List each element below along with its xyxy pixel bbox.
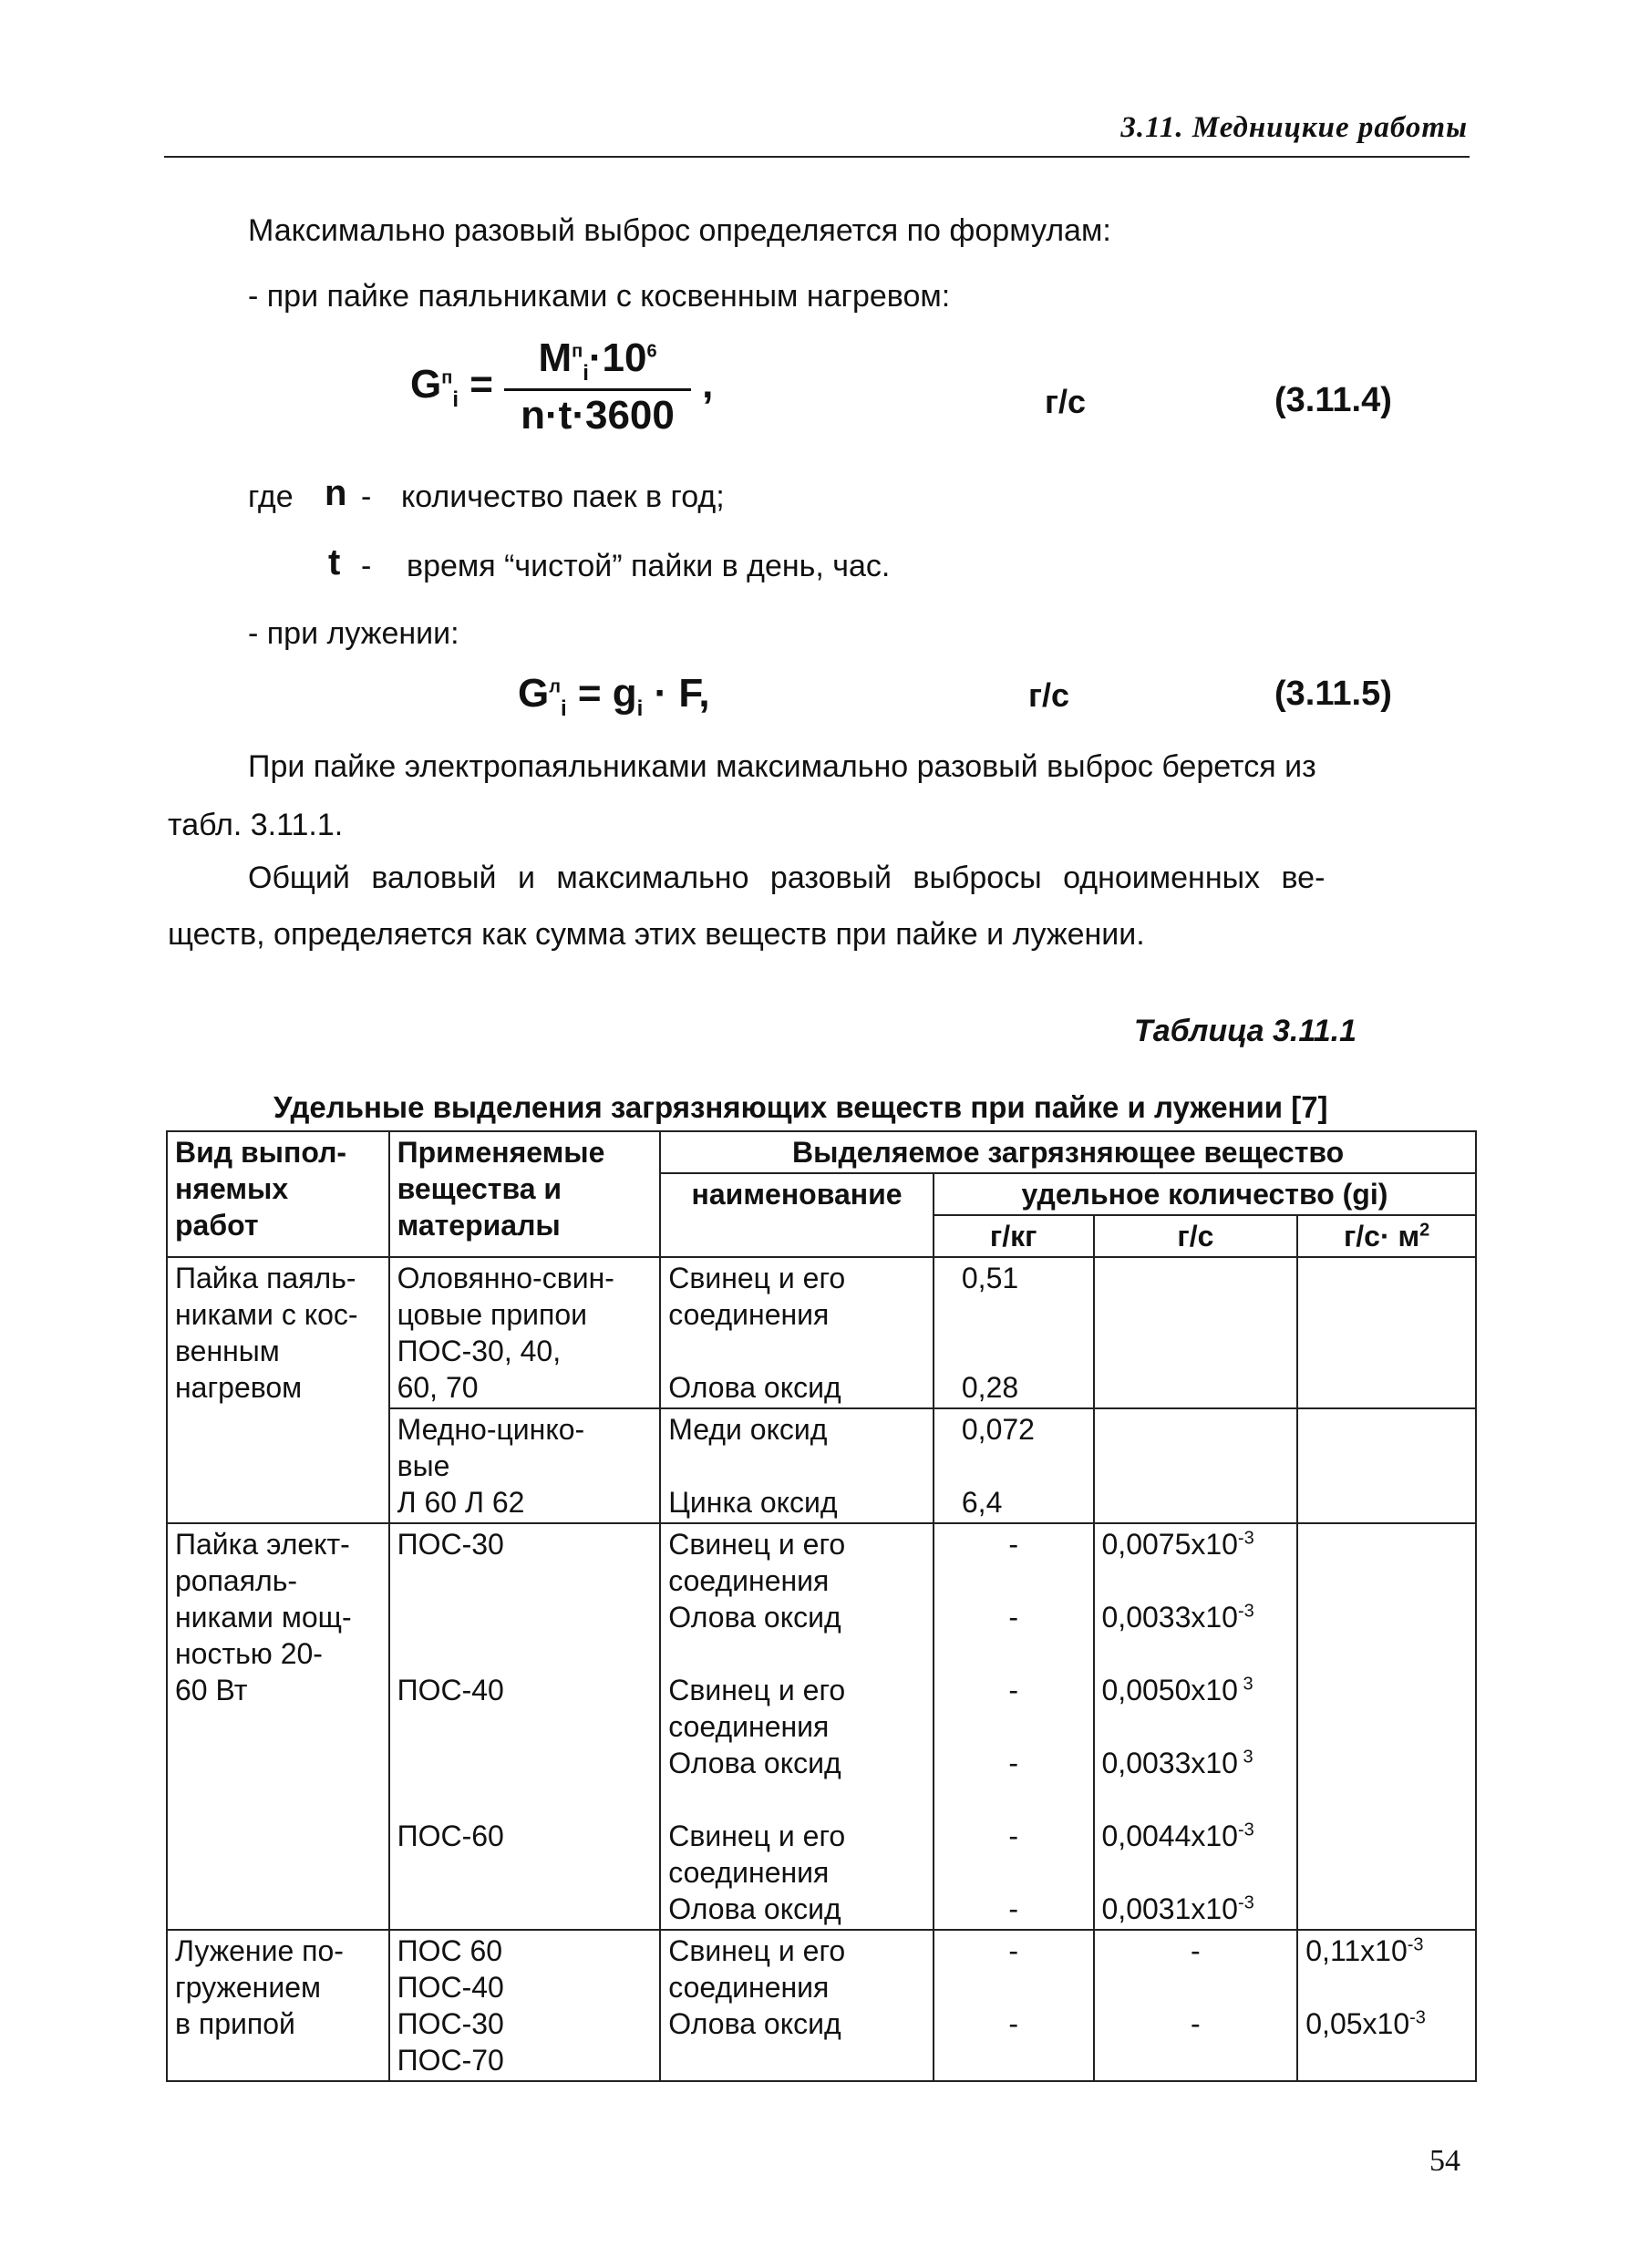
row-tinning-names: Свинец и его соединения Олова оксид: [660, 1930, 934, 2081]
formula1-numerator: $M^п_i\cdot 10^6$: [504, 335, 691, 391]
row-indirect-gkg-2: 0,072 6,4: [934, 1408, 1094, 1523]
where-t-symbol: t: [328, 542, 341, 582]
formula1-lhs: $G^п_i$: [410, 362, 459, 412]
paragraph-indirect-heating: - при пайке паяльниками с косвенным нагревом:: [248, 279, 951, 314]
row-electric-work: Пайка элект- ропаяль- никами мощ- ностью 20- 60 Вт: [167, 1523, 389, 1930]
header-work-type: Вид выпол- няемых работ: [167, 1131, 389, 1257]
row-electric-gsm2: [1297, 1523, 1476, 1930]
paragraph-electro-2: табл. 3.11.1.: [168, 808, 344, 842]
formula2-number: (3.11.5): [1274, 675, 1392, 713]
row-indirect-materials-2: Медно-цинко- вые Л 60 Л 62: [389, 1408, 661, 1523]
row-indirect-materials-1: Оловянно-свин- цовые припои ПОС-30, 40, 60, 70: [389, 1257, 661, 1408]
table-caption: Удельные выделения загрязняющих веществ при пайке и лужении [7]: [273, 1090, 1328, 1124]
header-specific-amount: удельное количество (gi): [934, 1173, 1476, 1215]
row-tinning-work: Лужение по- гружением в припой: [167, 1930, 389, 2081]
header-g-per-kg: г/кг: [934, 1215, 1094, 1257]
row-tinning-gkg: - -: [934, 1930, 1094, 2081]
row-electric-materials: ПОС-30 ПОС-40 ПОС-60: [389, 1523, 661, 1930]
row-electric-gs: [1094, 1523, 1298, 1930]
header-g-per-s: г/с: [1094, 1215, 1298, 1257]
row-indirect-gs-1: [1094, 1257, 1298, 1408]
formula1-fraction: [504, 335, 691, 438]
electric-gs-value: $0,0033x10^{-3}$: [1101, 1601, 1254, 1634]
row-electric-names: Свинец и его соединения Олова оксид Свинец и его соединения Олова оксид Свинец и его соединения Олова оксид: [660, 1523, 934, 1930]
tinning-gsm2-value: $0,11x10^{-3}$: [1305, 1934, 1424, 1967]
row-indirect-work: Пайка паяль- никами с кос- венным нагревом: [167, 1257, 389, 1523]
paragraph-tinning: - при лужении:: [248, 616, 459, 651]
formula2-unit: г/с: [1028, 676, 1070, 714]
where-n-definition: количество паек в год;: [401, 479, 725, 514]
formula1-denominator: n·t·3600: [521, 392, 675, 438]
formula1-unit: г/с: [1045, 383, 1087, 420]
where-t-definition: время “чистой” пайки в день, час.: [407, 549, 891, 583]
paragraph-total-2: ществ, определяется как сумма этих веществ при пайке и лужении.: [168, 917, 1145, 952]
page-number: 54: [1429, 2144, 1460, 2178]
row-tinning-materials: ПОС 60 ПОС-40 ПОС-30 ПОС-70: [389, 1930, 661, 2081]
row-indirect-gkg-1: 0,51 0,28: [934, 1257, 1094, 1408]
formula1-number: (3.11.4): [1274, 381, 1392, 419]
row-indirect-gsm2-2: [1297, 1408, 1476, 1523]
electric-gs-value: $0,0075x10^{-3}$: [1101, 1528, 1254, 1561]
electric-gs-value: 0,0050x10 $^3$: [1101, 1674, 1253, 1706]
header-pollutant: Выделяемое загрязняющее вещество: [660, 1131, 1476, 1173]
header-name: наименование: [660, 1173, 934, 1257]
electric-gs-value: 0,0033x10 $^3$: [1101, 1747, 1253, 1779]
where-n-symbol: n: [325, 473, 347, 513]
header-materials: Применяемые вещества и материалы: [389, 1131, 661, 1257]
where-label: где: [248, 479, 294, 514]
formula-3-11-4: $G^п_i$ = $\frac{M^п_i\cdot 10^6}{n\cdot t\cdot 3600}$ ,: [410, 335, 714, 438]
formula-3-11-5: $G^л_i = g_i \cdot F$,: [518, 671, 710, 721]
paragraph-intro: Максимально разовый выброс определяется по формулам:: [248, 213, 1111, 248]
row-indirect-names-1: Свинец и его соединения Олова оксид: [660, 1257, 934, 1408]
paragraph-total-1: Общий валовый и максимально разовый выбросы одноименных ве-: [248, 861, 1326, 895]
table-label: Таблица 3.11.1: [1133, 1014, 1357, 1048]
emissions-table: [166, 1130, 1477, 2082]
row-indirect-gs-2: [1094, 1408, 1298, 1523]
paragraph-electro-1: При пайке электропаяльниками максимально разовый выброс берется из: [248, 749, 1316, 784]
running-header: 3.11. Медницкие работы: [1120, 111, 1468, 144]
row-tinning-gs: - -: [1094, 1930, 1298, 2081]
header-g-per-s-m2: $г/с\cdot м^2$: [1297, 1215, 1476, 1257]
header-rule: [164, 156, 1470, 158]
row-indirect-gsm2-1: [1297, 1257, 1476, 1408]
row-tinning-gsm2: [1297, 1930, 1476, 2081]
row-electric-gkg: - - - - - -: [934, 1523, 1094, 1930]
electric-gs-value: $0,0031x10^{-3}$: [1101, 1892, 1254, 1925]
electric-gs-value: $0,0044x10^{-3}$: [1101, 1820, 1254, 1852]
row-indirect-names-2: Меди оксид Цинка оксид: [660, 1408, 934, 1523]
tinning-gsm2-value: $0,05x10^{-3}$: [1305, 2007, 1426, 2040]
